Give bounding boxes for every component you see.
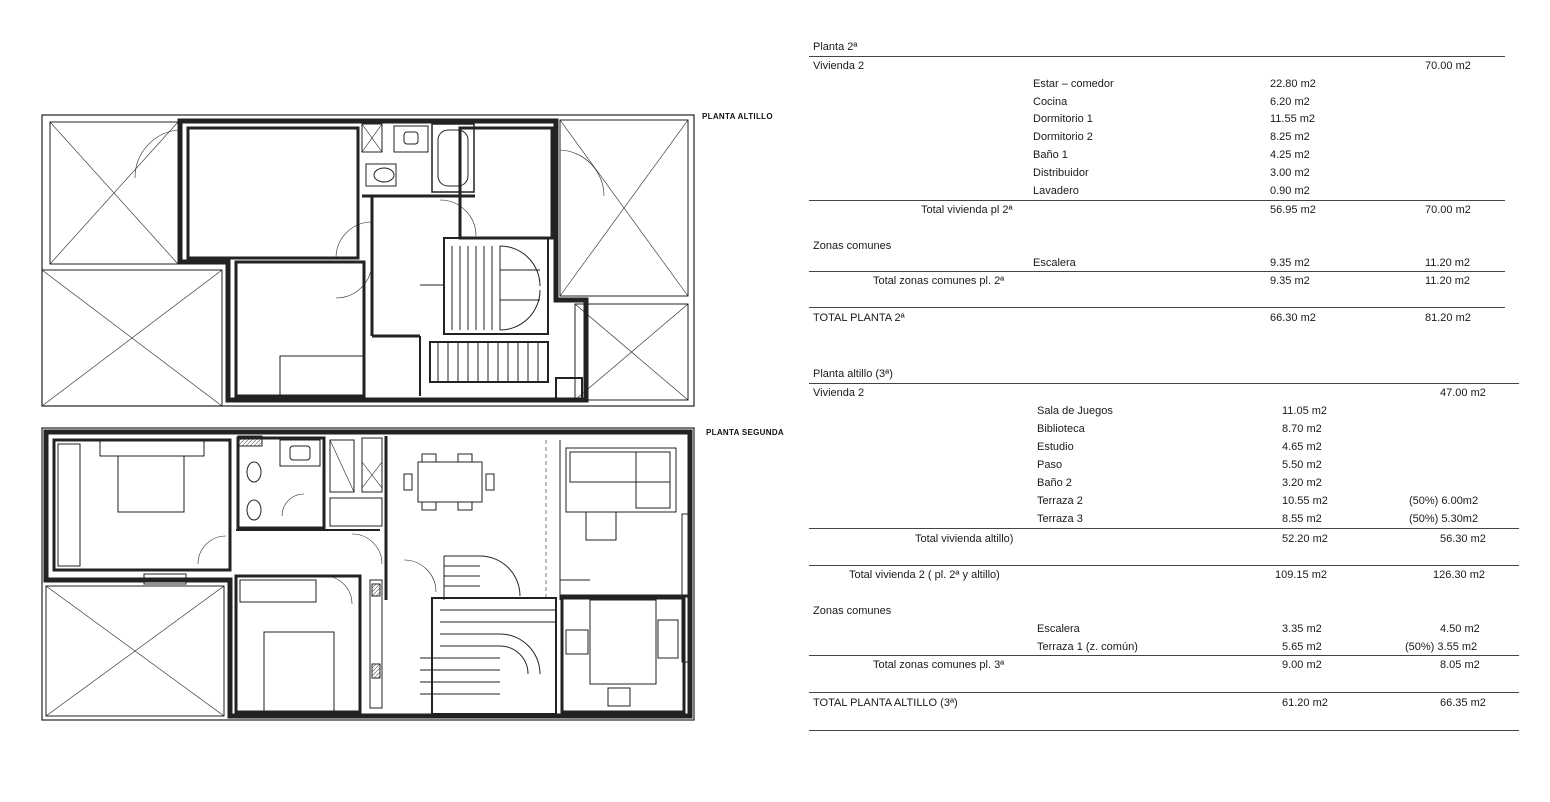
room-name: Dormitorio 1 bbox=[1033, 113, 1093, 125]
room-area: 4.25 m2 bbox=[1270, 149, 1310, 161]
room-name: Sala de Juegos bbox=[1037, 405, 1113, 417]
room-name: Lavadero bbox=[1033, 185, 1079, 197]
altillo-site-outline bbox=[42, 115, 694, 406]
plan-altillo bbox=[42, 115, 694, 406]
planta2-total-zonas-built: 11.20 m2 bbox=[1425, 275, 1471, 287]
altillo-terraza1-useful: 5.65 m2 bbox=[1282, 641, 1322, 653]
planta2-total-zonas-label: Total zonas comunes pl. 2ª bbox=[873, 275, 1005, 287]
plan-label-altillo: PLANTA ALTILLO bbox=[702, 112, 773, 121]
terrace-upper-right bbox=[560, 120, 688, 296]
planta2-total-vivienda-useful: 56.95 m2 bbox=[1270, 204, 1316, 216]
altillo-escalera-built: 4.50 m2 bbox=[1440, 623, 1480, 635]
room-extra: (50%) 5.30m2 bbox=[1409, 513, 1479, 525]
total-vivienda2-label: Total vivienda 2 ( pl. 2ª y altillo) bbox=[849, 569, 1000, 581]
planta2-heading: Planta 2ª bbox=[813, 41, 858, 53]
staircase-altillo bbox=[420, 238, 548, 382]
room-name: Distribuidor bbox=[1033, 167, 1089, 179]
altillo-heading: Planta altillo (3ª) bbox=[813, 368, 893, 380]
room-cocina bbox=[560, 580, 690, 712]
room-area: 11.55 m2 bbox=[1270, 113, 1316, 125]
planta2-vivienda-total: 70.00 m2 bbox=[1425, 60, 1471, 72]
total-vivienda2-useful: 109.15 m2 bbox=[1275, 569, 1327, 581]
altillo-total-zonas-built: 8.05 m2 bbox=[1440, 659, 1480, 671]
altillo-total-vivienda-useful: 52.20 m2 bbox=[1282, 533, 1328, 545]
altillo-total-vivienda-built: 56.30 m2 bbox=[1440, 533, 1486, 545]
planta2-escalera-useful: 9.35 m2 bbox=[1270, 257, 1310, 269]
room-area: 22.80 m2 bbox=[1270, 78, 1316, 90]
altillo-total-zonas-useful: 9.00 m2 bbox=[1282, 659, 1322, 671]
room-name: Terraza 3 bbox=[1037, 513, 1083, 525]
divider bbox=[809, 271, 1505, 272]
planta2-total-zonas-useful: 9.35 m2 bbox=[1270, 275, 1310, 287]
area-table bbox=[805, 0, 1550, 797]
room-name: Dormitorio 2 bbox=[1033, 131, 1093, 143]
divider bbox=[809, 528, 1519, 529]
planta2-escalera-name: Escalera bbox=[1033, 257, 1076, 269]
furniture-desk bbox=[280, 356, 364, 396]
altillo-vivienda-label: Vivienda 2 bbox=[813, 387, 865, 399]
room-area: 6.20 m2 bbox=[1270, 96, 1310, 108]
room-area: 4.65 m2 bbox=[1282, 441, 1322, 453]
bath-fixtures bbox=[362, 124, 474, 192]
room-extra: (50%) 6.00m2 bbox=[1409, 495, 1479, 507]
room-dormitorio-1 bbox=[54, 440, 230, 570]
altillo-total-planta-label: TOTAL PLANTA ALTILLO (3ª) bbox=[813, 697, 958, 709]
bath-1-fixtures bbox=[238, 436, 382, 528]
altillo-total-vivienda-label: Total vivienda altillo) bbox=[915, 533, 1014, 545]
divider bbox=[809, 692, 1519, 693]
room-area: 8.70 m2 bbox=[1282, 423, 1322, 435]
terrace-segunda bbox=[46, 574, 224, 716]
plan-segunda bbox=[42, 428, 694, 720]
room-biblioteca bbox=[236, 262, 364, 396]
divider bbox=[809, 730, 1519, 731]
room-name: Estar – comedor bbox=[1033, 78, 1114, 90]
planta2-zonas-heading: Zonas comunes bbox=[813, 240, 892, 252]
room-area: 8.55 m2 bbox=[1282, 513, 1322, 525]
divider bbox=[809, 307, 1505, 308]
divider bbox=[809, 200, 1505, 201]
altillo-terraza1-name: Terraza 1 (z. común) bbox=[1037, 641, 1138, 653]
room-name: Biblioteca bbox=[1037, 423, 1085, 435]
planta2-total-vivienda-label: Total vivienda pl 2ª bbox=[921, 204, 1013, 216]
room-name: Terraza 2 bbox=[1037, 495, 1083, 507]
altillo-total-planta-useful: 61.20 m2 bbox=[1282, 697, 1328, 709]
room-area: 3.00 m2 bbox=[1270, 167, 1310, 179]
divider bbox=[809, 565, 1519, 566]
room-sala-juegos bbox=[188, 128, 358, 258]
altillo-zonas-heading: Zonas comunes bbox=[813, 605, 892, 617]
altillo-total-planta-built: 66.35 m2 bbox=[1440, 697, 1486, 709]
terrace-lower-left bbox=[42, 270, 222, 406]
room-area: 11.05 m2 bbox=[1282, 405, 1328, 417]
planta2-total-planta-label: TOTAL PLANTA 2ª bbox=[813, 312, 905, 324]
planta2-vivienda-label: Vivienda 2 bbox=[813, 60, 865, 72]
divider bbox=[809, 655, 1519, 656]
planta2-escalera-built: 11.20 m2 bbox=[1425, 257, 1471, 269]
room-area: 3.20 m2 bbox=[1282, 477, 1322, 489]
room-area: 8.25 m2 bbox=[1270, 131, 1310, 143]
altillo-total-zonas-label: Total zonas comunes pl. 3ª bbox=[873, 659, 1005, 671]
room-area: 10.55 m2 bbox=[1282, 495, 1328, 507]
room-dormitorio-2 bbox=[198, 536, 360, 712]
divider bbox=[809, 383, 1519, 384]
divider bbox=[809, 56, 1505, 57]
room-name: Baño 1 bbox=[1033, 149, 1068, 161]
room-name: Baño 2 bbox=[1037, 477, 1072, 489]
room-name: Estudio bbox=[1037, 441, 1074, 453]
altillo-vivienda-total: 47.00 m2 bbox=[1440, 387, 1486, 399]
segunda-site-outline bbox=[42, 428, 694, 720]
altillo-terraza1-built: (50%) 3.55 m2 bbox=[1405, 641, 1478, 653]
plan-label-segunda: PLANTA SEGUNDA bbox=[706, 428, 784, 437]
total-vivienda2-built: 126.30 m2 bbox=[1433, 569, 1485, 581]
terrace-lower-right bbox=[575, 304, 688, 400]
room-name: Cocina bbox=[1033, 96, 1068, 108]
altillo-escalera-name: Escalera bbox=[1037, 623, 1080, 635]
terrace-upper-left bbox=[50, 122, 178, 264]
planta2-total-vivienda-built: 70.00 m2 bbox=[1425, 204, 1471, 216]
staircase-segunda bbox=[370, 556, 556, 714]
room-area: 0.90 m2 bbox=[1270, 185, 1310, 197]
room-name: Paso bbox=[1037, 459, 1063, 471]
room-area: 5.50 m2 bbox=[1282, 459, 1322, 471]
altillo-escalera-useful: 3.35 m2 bbox=[1282, 623, 1322, 635]
planta2-total-planta-built: 81.20 m2 bbox=[1425, 312, 1471, 324]
planta2-total-planta-useful: 66.30 m2 bbox=[1270, 312, 1316, 324]
